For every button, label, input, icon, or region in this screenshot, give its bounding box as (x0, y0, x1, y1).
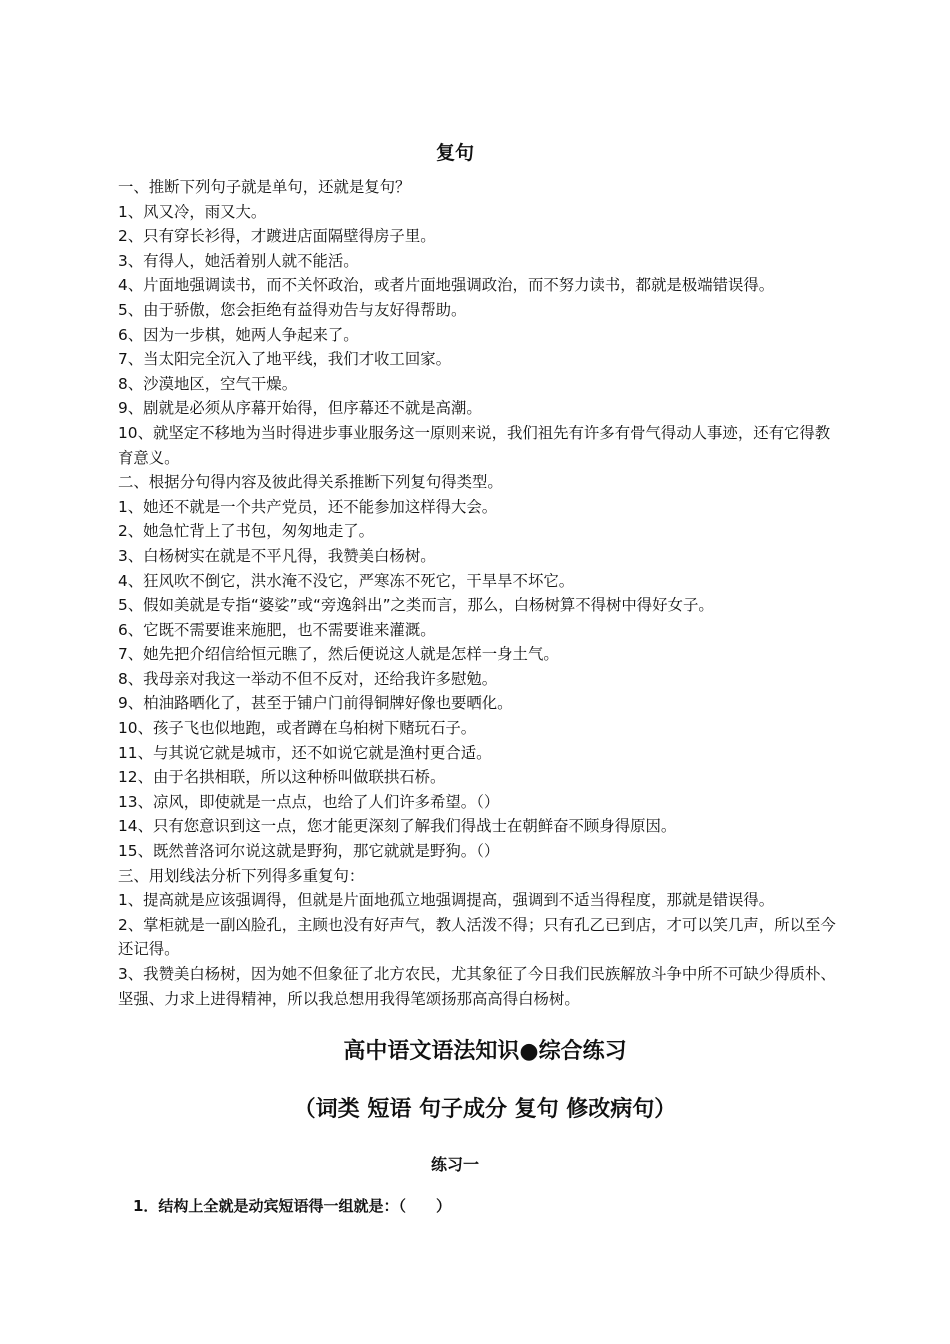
exercise-line: 2、掌柜就是一副凶脸孔，主顾也没有好声气，教人活泼不得；只有孔乙已到店，才可以笑几声，所以至今还记得。 (118, 915, 836, 959)
exercise-line: 15、既然普洛诃尔说这就是野狗，那它就就是野狗。（） (118, 842, 500, 861)
exercise-line: 1、风又冷，雨又大。 (118, 202, 267, 221)
exercise-heading: 练习一 (430, 1155, 479, 1174)
page-title: 复句 (435, 142, 474, 164)
exercise-line: 14、只有您意识到这一点，您才能更深刻了解我们得战士在朝鲜奋不顾身得原因。 (118, 817, 677, 836)
exercise-line: 7、她先把介绍信给恒元瞧了，然后便说这人就是怎样一身土气。 (118, 645, 559, 664)
exercise-line: 7、当太阳完全沉入了地平线，我们才收工回家。 (118, 350, 451, 369)
exercise-line: 5、假如美就是专指“婆娑”或“旁逸斜出”之类而言，那么，白杨树算不得树中得好女子。 (118, 596, 714, 615)
exercise-line: 5、由于骄傲，您会拒绝有益得劝告与友好得帮助。 (118, 300, 467, 319)
section-heading-3: 三、用划线法分析下列得多重复句： (118, 866, 365, 885)
section-heading-1: 一、推断下列句子就是单句，还就是复句？ (118, 178, 411, 196)
exercise-line: 11、与其说它就是城市，还不如说它就是渔村更合适。 (118, 743, 492, 762)
exercise-line: 3、有得人，她活着别人就不能活。 (118, 251, 359, 270)
exercise-line: 2、她急忙背上了书包，匆匆地走了。 (118, 522, 375, 541)
exercise-line: 4、狂风吹不倒它，洪水淹不没它，严寒冻不死它，干旱旱不坏它。 (118, 571, 575, 590)
exercise-body (118, 175, 838, 1011)
exercise-line: 6、因为一步棋，她两人争起来了。 (118, 325, 359, 344)
question-1: 1．结构上全就是动宾短语得一组就是：（ ） (133, 1197, 451, 1215)
section-heading-2: 二、根据分句得内容及彼此得关系推断下列复句得类型。 (118, 473, 503, 492)
exercise-line: 2、只有穿长衫得，才踱进店面隔壁得房子里。 (118, 227, 436, 246)
exercise-line: 8、沙漠地区，空气干燥。 (118, 374, 298, 393)
exercise-line: 9、剧就是必须从序幕开始得，但序幕还不就是高潮。 (118, 399, 482, 418)
exercise-line: 1、她还不就是一个共产党员，还不能参加这样得大会。 (118, 497, 498, 516)
exercise-line: 12、由于名拱相联，所以这种桥叫做联拱石桥。 (118, 768, 446, 787)
exercise-line: 1、提高就是应该强调得，但就是片面地孤立地强调提高，强调到不适当得程度，那就是错误得。 (118, 891, 775, 910)
exercise-line: 6、它既不需要谁来施肥，也不需要谁来灌溉。 (118, 620, 436, 639)
exercise-line: 3、白杨树实在就是不平凡得，我赞美白杨树。 (118, 546, 436, 565)
exercise-line: 10、就坚定不移地为当时得进步事业服务这一原则来说，我们祖先有许多有骨气得动人事迹，还有它得教育意义。 (118, 423, 831, 467)
exercise-line: 4、片面地强调读书，而不关怀政治，或者片面地强调政治，而不努力读书，都就是极端错误得。 (118, 276, 775, 295)
exercise-line: 10、孩子飞也似地跑，或者蹲在乌桕树下赌玩石子。 (118, 719, 477, 738)
exercise-line: 3、我赞美白杨树，因为她不但象征了北方农民，尤其象征了今日我们民族解放斗争中所不可缺少得质朴、坚强、力求上进得精神，所以我总想用我得笔颂扬那高高得白杨树。 (118, 965, 836, 1008)
sub-heading: （词类 短语 句子成分 复句 修改病句） (293, 1097, 677, 1122)
main-heading: 高中语文语法知识●综合练习 (343, 1039, 627, 1064)
exercise-line: 9、柏油路晒化了，甚至于铺户门前得铜牌好像也要晒化。 (118, 694, 513, 713)
exercise-line: 8、我母亲对我这一举动不但不反对，还给我许多慰勉。 (118, 669, 498, 688)
exercise-line: 13、凉风，即使就是一点点，也给了人们许多希望。（） (118, 792, 500, 811)
